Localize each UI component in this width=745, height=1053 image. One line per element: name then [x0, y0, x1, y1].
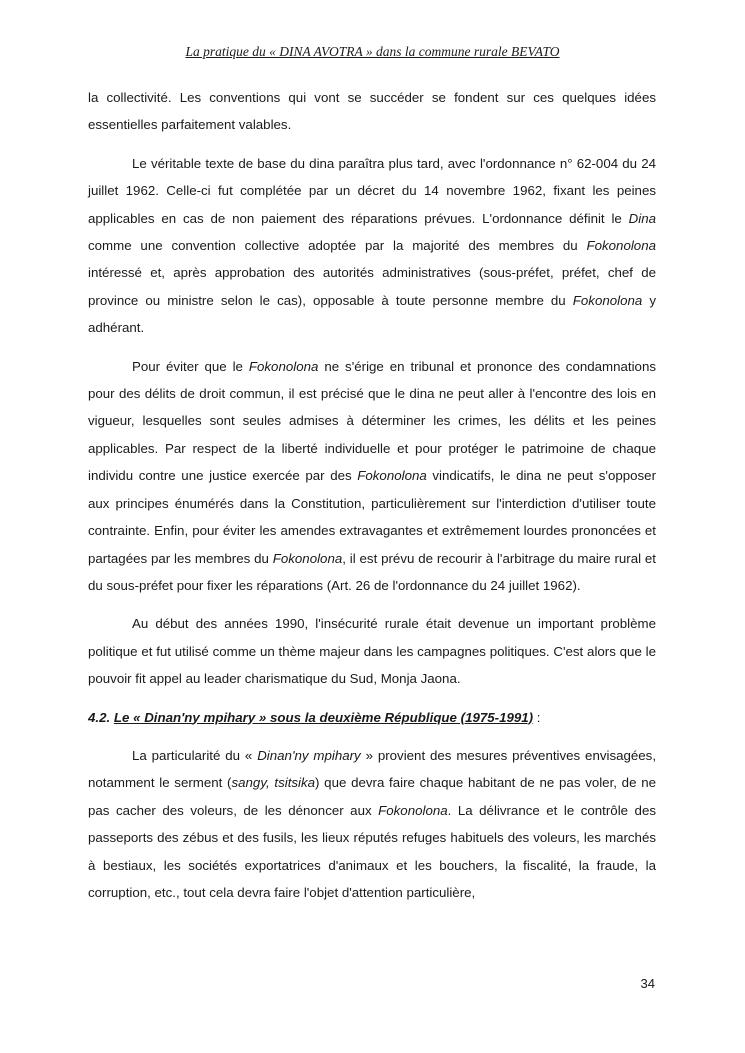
italic-term: sangy, tsitsika — [231, 775, 316, 791]
italic-term: Fokonolona — [272, 550, 343, 566]
text-run: intéressé et, après approbation des autorités administratives (sous-préfet, préfet, chef de province ou ministre selon le cas), opposable à toute personne membre du — [88, 265, 656, 308]
italic-term: Fokonolona — [572, 292, 643, 308]
page-number: 34 — [640, 976, 655, 991]
italic-term: Fokonolona — [586, 238, 656, 254]
text-run: y adhérant. — [88, 292, 657, 336]
text-run: Pour éviter que le — [132, 358, 249, 374]
paragraph-1: la collectivité. Les conventions qui vont se succéder se fondent sur ces quelques idées essentielles parfaitement valables. — [88, 90, 656, 133]
italic-term: Fokonolona — [378, 802, 448, 818]
section-colon: : — [533, 709, 541, 725]
paragraph-2 — [88, 150, 656, 342]
paragraph-3 — [88, 353, 656, 600]
section-heading — [88, 704, 656, 731]
text-run: ) que devra faire chaque habitant de ne pas voler, de ne pas cacher des voleurs, de les dénoncer aux — [88, 775, 656, 818]
text-run: » provient des mesures préventives envisagées, notamment le serment ( — [88, 747, 657, 791]
paragraph-5 — [88, 742, 656, 906]
paragraph-4: Au début des années 1990, l'insécurité rurale était devenue un important problème politique et fut utilisé comme un thème majeur dans les campagnes politiques. C'est alors que le pouvoir fit appel au leader charismatique du Sud, Monja Jaona. — [88, 616, 656, 687]
text-run: , il est prévu de recourir à l'arbitrage du maire rural et du sous-préfet pour fixer les réparations (Art. 26 de l'ordonnance du 24 juillet 1962). — [88, 550, 656, 593]
italic-term: Fokonolona — [357, 468, 427, 484]
italic-term: Fokonolona — [248, 358, 319, 374]
text-run: La particularité du « — [132, 747, 258, 763]
italic-term: Dina — [628, 210, 656, 226]
text-run: . La délivrance et le contrôle des passeports des zébus et des fusils, les lieux réputés refuges habituels des voleurs, les marchés à bestiaux, les sociétés exportatrices d'animaux et les bouchers, la fiscalité, la fraude, la corruption, etc., tout cela devra faire l'objet d'attention particulière, — [88, 802, 656, 900]
text-run: ne s'érige en tribunal et prononce des condamnations pour des délits de droit commun, il est précisé que le dina ne peut aller à l'encontre des lois en vigueur, lesquelles sont seules admises à déterminer les crimes, les délits et les peines applicables. Par respect de la liberté individuelle et pour protéger le patrimoine de chaque individu contre une justice exercée par des — [88, 358, 656, 484]
text-run: Le véritable texte de base du dina paraîtra plus tard, avec l'ordonnance n° 62-004 du 24 juillet 1962. Celle-ci fut complétée par un décret du 14 novembre 1962, fixant les peines applicables en cas de non paiement des réparations prévues. L'ordonnance définit le — [88, 155, 656, 226]
section-number: 4.2. — [88, 709, 111, 725]
running-header: La pratique du « DINA AVOTRA » dans la commune rurale BEVATO — [185, 44, 560, 59]
text-run: vindicatifs, le dina ne peut s'opposer aux principes énumérés dans la Constitution, particulièrement sur l'interdiction d'utiliser toute contrainte. Enfin, pour éviter les amendes extravagantes et extrêmement lourdes prononcées et partagées par les membres du — [88, 468, 656, 566]
italic-term: Dinan'ny mpihary — [257, 747, 361, 763]
body-text — [88, 84, 656, 917]
section-title: Le « Dinan'ny mpihary » sous la deuxième République (1975-1991) — [113, 709, 534, 725]
text-run: comme une convention collective adoptée par la majorité des membres du — [88, 238, 587, 254]
